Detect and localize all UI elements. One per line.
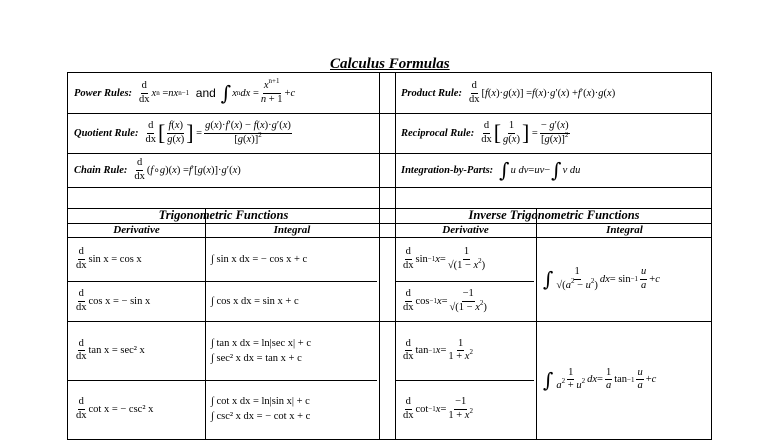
trig-integral-row: ∫ cot x dx = ln|sin x| + c ∫ csc² x dx = − cot x + c — [211, 396, 311, 422]
trig-integral-row: ∫ cos x dx = sin x + c — [211, 295, 299, 307]
power-rules: Power Rules: d dx x n = nx n−1 and ∫ x n dx = $x^{n+1}$ n + 1 + c — [74, 77, 296, 105]
product-rule-label: Product Rule: — [401, 87, 462, 99]
inverse-integral-header: Integral — [606, 224, 643, 236]
ibp-label: Integration-by-Parts: — [401, 164, 494, 176]
product-rule: Product Rule: d dx [ f ( x )· g ( x )] = f ( x )· g ′( x ) + f ′( x )· g ( x ) — [401, 80, 616, 105]
trig-derivative-row: d dx tan x = sec² x — [76, 337, 145, 362]
trig-integral-row: ∫ tan x dx = ln|sec x| + c ∫ sec² x dx = tan x + c — [211, 337, 311, 364]
trig-derivative-row: d dx cos x = − sin x — [76, 288, 151, 313]
reciprocal-rule: Reciprocal Rule: d dx [ 1 g(x) ] = − g′(x) $[g(x)]^2$ — [401, 120, 569, 145]
chain-rule-label: Chain Rule: — [74, 164, 128, 176]
inverse-derivative-row: d dx sin −1 x = 1 $√(1 - x^2)$ — [403, 246, 486, 271]
inverse-derivative-row: d dx cot −1 x = −1 $1 + x^2$ — [403, 396, 473, 421]
inverse-derivative-header: Derivative — [442, 224, 489, 236]
chain-rule: Chain Rule: d dx ( f ∘ g )( x ) = f ′[ g ( x )]· g ′( x ) — [74, 157, 241, 182]
quotient-rule: Quotient Rule: d dx [ f(x) g(x) ] = g(x)·f′(x) − f(x)·g′(x) $[g(x)]^2$ — [74, 120, 291, 145]
integration-by-parts: Integration-by-Parts: ∫ u dv = uv − ∫ v du — [401, 158, 581, 182]
page-title: Calculus Formulas — [330, 56, 450, 72]
inverse-integral-row: ∫ 1 $a^2 + u^2$ dx = 1 a tan −1 u a + c — [543, 366, 657, 392]
trig-integral-header: Integral — [273, 224, 311, 236]
power-rule-label: Power Rules: — [74, 87, 133, 99]
inverse-derivative-row: d dx cos −1 x = −1 $√(1 - x^2)$ — [403, 288, 487, 313]
rules-table — [67, 72, 712, 188]
inverse-trig-heading: Inverse Trigonometric Functions — [468, 208, 640, 222]
trig-integral-row: ∫ sin x dx = − cos x + c — [211, 253, 308, 265]
trig-derivative-header: Derivative — [113, 224, 160, 236]
trig-heading: Trigonometric Functions — [158, 208, 289, 222]
quotient-rule-label: Quotient Rule: — [74, 127, 139, 139]
trig-derivative-row: d dx cot x = − csc² x — [76, 396, 154, 421]
inverse-integral-row: ∫ 1 $√(a^2 - u^2)$ dx = sin −1 u a + c — [543, 266, 660, 291]
reciprocal-rule-label: Reciprocal Rule: — [401, 127, 475, 139]
inverse-derivative-row: d dx tan −1 x = 1 $1 + x^2$ — [403, 337, 473, 362]
trig-table — [67, 188, 712, 440]
trig-derivative-row: d dx sin x = cos x — [76, 246, 142, 271]
